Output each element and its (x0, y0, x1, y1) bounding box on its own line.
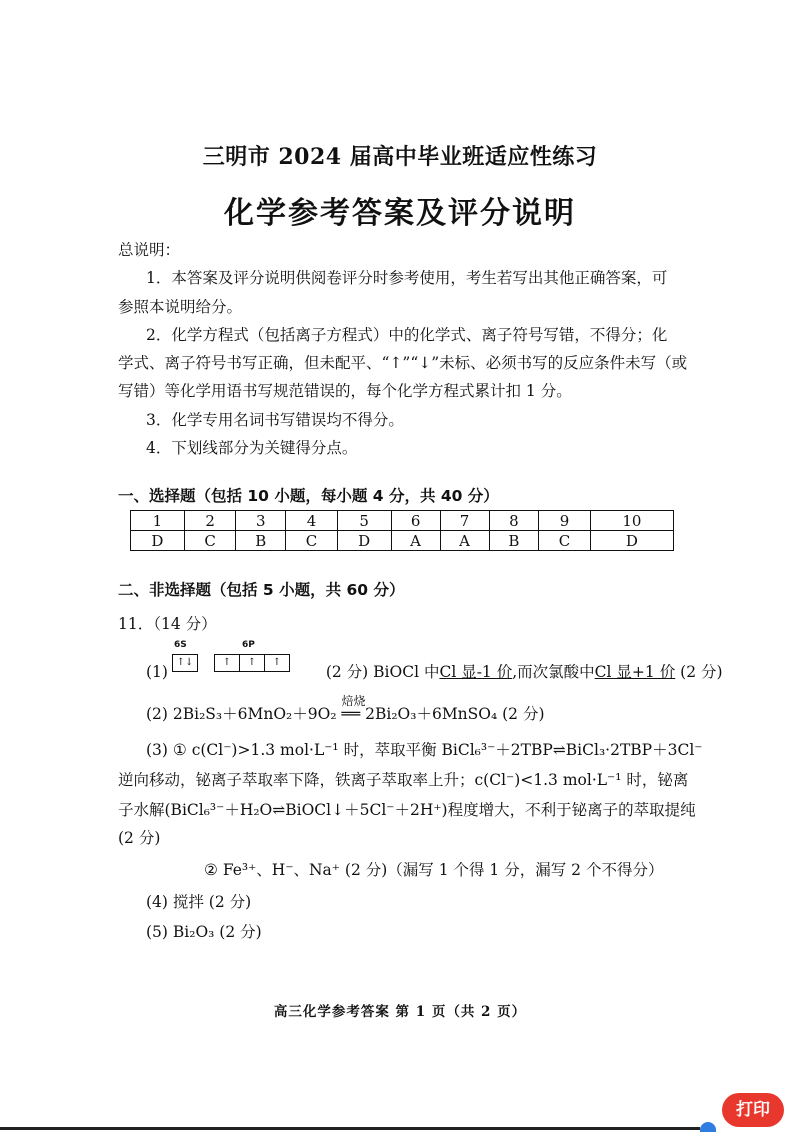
question-number-cell: 6 (391, 511, 440, 531)
q11-title: 11．（14 分） (118, 615, 217, 633)
q11-part3-line1: (3) ① c(Cl⁻)>1.3 mol·L⁻¹ 时，萃取平衡 BiCl₆³⁻＋2TBP⇌BiCl₃·2TBP＋3Cl⁻ (146, 741, 703, 759)
equals-sign-icon: ══ (341, 705, 361, 723)
section1-heading: 一、选择题（包括 10 小题，每小题 4 分，共 40 分） (118, 487, 499, 505)
question-number-cell: 3 (236, 511, 286, 531)
print-button[interactable]: 打印 (722, 1093, 784, 1127)
question-number-cell: 7 (440, 511, 489, 531)
q11-part3-line3: 子水解(BiCl₆³⁻＋H₂O⇌BiOCl↓＋5Cl⁻＋2H⁺)程度增大，不利于铋离子的萃取提纯 (118, 801, 696, 819)
general-p2a: 2．化学方程式（包括离子方程式）中的化学式、离子符号写错，不得分；化 (146, 326, 668, 344)
q11-part1 (146, 660, 723, 682)
answer-cell: C (539, 531, 591, 551)
q11-part3-2: ② Fe³⁺、H⁻、Na⁺ (2 分)（漏写 1 个得 1 分，漏写 2 个不得分） (204, 861, 664, 879)
general-heading: 总说明： (118, 241, 181, 259)
question-number-cell: 4 (286, 511, 338, 531)
key-point-underline: Cl 显+1 价 (594, 663, 676, 681)
q11-part1-mid: ,而次氯酸中 (512, 663, 595, 681)
question-number-cell: 10 (590, 511, 673, 531)
bottom-divider (0, 1127, 700, 1130)
section2-heading: 二、非选择题（包括 5 小题，共 60 分） (118, 581, 405, 599)
answer-cell: C (184, 531, 236, 551)
q11-part5: (5) Bi₂O₃ (2 分) (146, 923, 262, 941)
condition-label: 焙烧 (341, 694, 366, 708)
general-p4: 4．下划线部分为关键得分点。 (146, 439, 358, 457)
question-number-cell: 2 (184, 511, 236, 531)
answer-cell: A (440, 531, 489, 551)
answer-cell: D (131, 531, 185, 551)
page-footer: 高三化学参考答案 第 1 页（共 2 页） (273, 1004, 527, 1020)
answer-cell: D (590, 531, 673, 551)
up-arrow-icon: ↑ (272, 657, 282, 668)
q11-part1-score: (2 分) (680, 663, 723, 681)
q11-part3-line2: 逆向移动，铋离子萃取率下降，铁离子萃取率上升；c(Cl⁻)<1.3 mol·L⁻¹ 时，铋离 (118, 771, 689, 789)
general-p1b: 参照本说明给分。 (118, 298, 243, 316)
q11-part4: (4) 搅拌 (2 分) (146, 893, 252, 911)
answer-key-title: 化学参考答案及评分说明 (224, 196, 576, 231)
answer-cell: B (489, 531, 539, 551)
exam-title: 三明市 2024 届高中毕业班适应性练习 (202, 144, 598, 170)
general-p2b: 学式、离子符号书写正确，但未配平、“↑”“↓”未标、必须书写的反应条件未写（或 (118, 354, 688, 372)
equation-left: (2) 2Bi₂S₃＋6MnO₂＋9O₂ (146, 705, 337, 723)
q11-part3-line4: (2 分) (118, 829, 161, 847)
question-number-cell: 5 (337, 511, 391, 531)
general-p3: 3．化学专用名词书写错误均不得分。 (146, 411, 404, 429)
up-arrow-icon: ↑ (215, 655, 240, 671)
answer-cell: C (286, 531, 338, 551)
equation-right: 2Bi₂O₃＋6MnSO₄ (2 分) (365, 705, 545, 723)
question-number-cell: 1 (131, 511, 185, 531)
q11-part2 (146, 694, 545, 724)
answer-table-answers (131, 531, 674, 551)
reaction-condition (341, 694, 366, 723)
answer-table (130, 510, 674, 551)
orbital-6s-label: 6S (174, 640, 187, 650)
q11-part1-text: (2 分) BiOCl 中 (325, 663, 440, 681)
answer-table-numbers (131, 511, 674, 531)
answer-cell: D (337, 531, 391, 551)
up-arrow-icon: ↑ (240, 655, 265, 671)
question-number-cell: 9 (539, 511, 591, 531)
floating-indicator (700, 1122, 716, 1132)
up-down-arrow-icon: ↑↓ (176, 657, 194, 668)
general-p2c: 写错）等化学用语书写规范错误的，每个化学方程式累计扣 1 分。 (118, 382, 572, 400)
general-p1a: 1．本答案及评分说明供阅卷评分时参考使用，考生若写出其他正确答案，可 (146, 269, 668, 287)
answer-cell: A (391, 531, 440, 551)
key-point-underline: Cl 显-1 价 (439, 663, 513, 681)
question-number-cell: 8 (489, 511, 539, 531)
q11-part1-prefix: (1) (146, 663, 168, 681)
orbital-6p-label: 6P (242, 640, 255, 650)
answer-cell: B (236, 531, 286, 551)
